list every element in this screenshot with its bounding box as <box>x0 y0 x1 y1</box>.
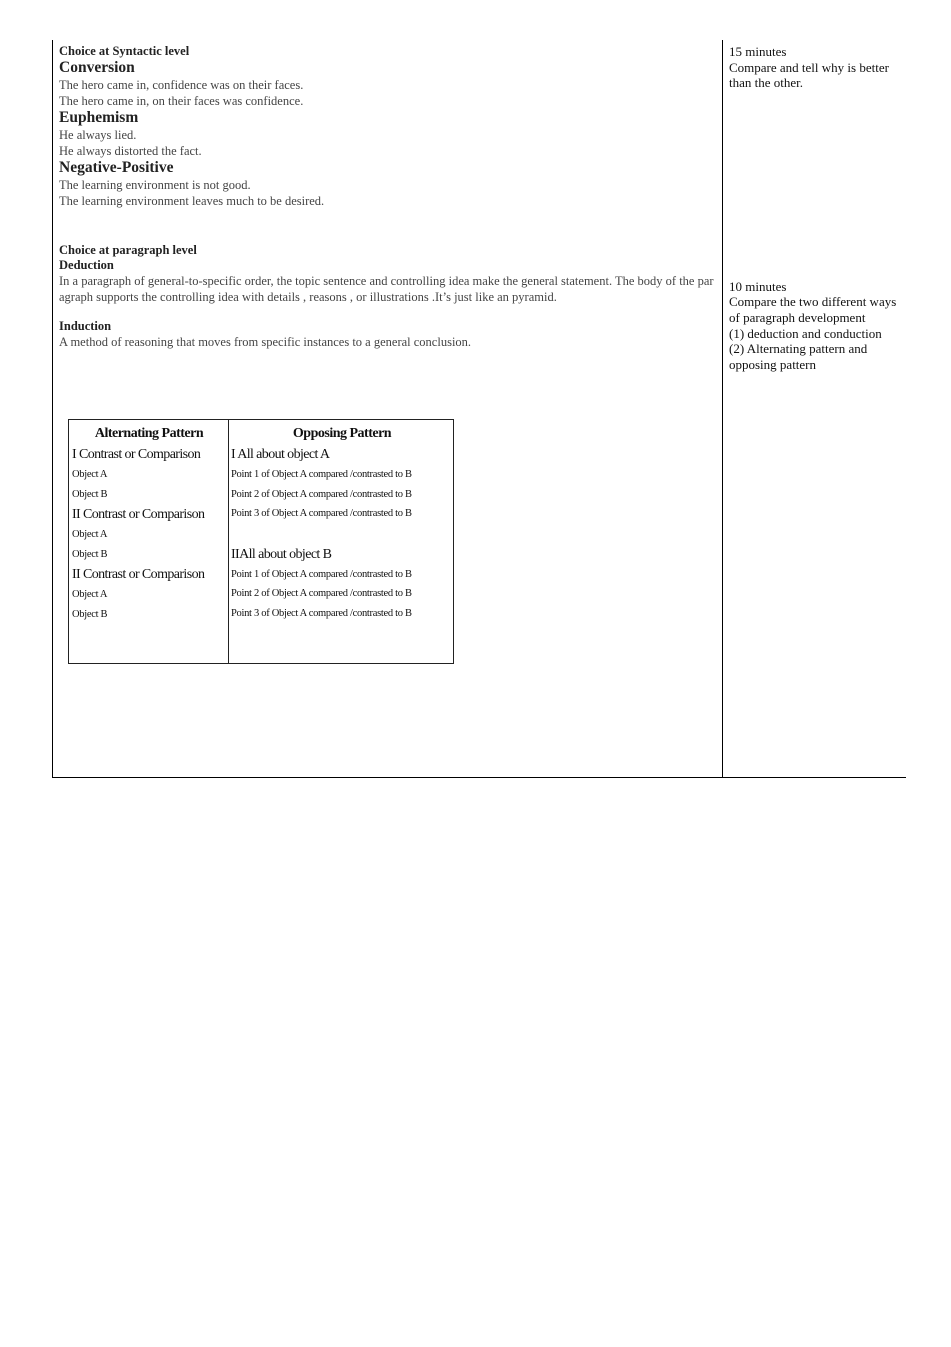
deduction-title: Deduction <box>59 258 114 272</box>
table-border-bottom <box>52 777 906 778</box>
negative-positive-line: The learning environment leaves much to be desired. <box>59 194 325 208</box>
induction-text: A method of reasoning that moves from specific instances to a general conclusion. <box>59 335 472 349</box>
alt-item: Object A <box>72 469 108 480</box>
paragraph-heading: Choice at paragraph level <box>59 243 197 257</box>
alt-group-title: II Contrast or Comparison <box>72 567 205 582</box>
side-note-1: Compare and tell why is better than the other. <box>729 59 889 91</box>
opp-item: Point 2 of Object A compared /contrasted to B <box>231 588 412 599</box>
alt-group-title: I Contrast or Comparison <box>72 447 201 462</box>
alt-group-title: II Contrast or Comparison <box>72 507 205 522</box>
negative-positive-title: Negative-Positive <box>59 159 174 176</box>
alt-item: Object A <box>72 589 108 600</box>
table-border-middle <box>722 40 723 778</box>
opp-item: Point 3 of Object A compared /contrasted to B <box>231 607 412 619</box>
side-note-2-item: (1) deduction and conduction <box>729 325 882 341</box>
conversion-title: Conversion <box>59 59 135 76</box>
opposing-pattern-column <box>231 420 453 623</box>
alt-item: Object A <box>72 529 108 540</box>
induction-title: Induction <box>59 319 112 333</box>
side-column <box>729 44 904 372</box>
side-note-2: Compare the two different ways of paragraph development <box>729 294 897 325</box>
table-border-left <box>52 40 53 778</box>
euphemism-line: He always distorted the fact. <box>59 144 202 158</box>
opp-item: Point 3 of Object A compared /contrasted to B <box>231 508 412 519</box>
alt-item: Object B <box>72 488 108 500</box>
side-time-1: 15 minutes <box>729 44 787 59</box>
side-note-2-item: (2) Alternating pattern and opposing pattern <box>729 341 868 372</box>
alternating-pattern-header: Alternating Pattern <box>94 426 204 441</box>
pattern-table-divider <box>228 420 229 663</box>
negative-positive-line: The learning environment is not good. <box>59 178 251 192</box>
pattern-table <box>68 419 454 664</box>
conversion-line: The hero came in, on their faces was confidence. <box>59 94 304 108</box>
opp-item: Point 1 of Object A compared /contrasted to B <box>231 469 412 480</box>
side-time-2: 10 minutes <box>729 278 787 294</box>
alternating-pattern-column <box>72 420 226 624</box>
syntactic-heading: Choice at Syntactic level <box>59 44 190 58</box>
main-column <box>59 44 715 350</box>
euphemism-title: Euphemism <box>59 109 139 126</box>
alt-item: Object B <box>72 608 108 620</box>
opp-group-title: IIAll about object B <box>231 546 332 562</box>
euphemism-line: He always lied. <box>59 128 137 142</box>
deduction-text: In a paragraph of general-to-specific order, the topic sentence and controlling idea make the general statement. The body of the paragraph supports the controlling idea with details , reasons , or illustrations .It’s just like an pyramid. <box>59 274 714 304</box>
opp-item: Point 2 of Object A compared /contrasted to B <box>231 488 412 500</box>
alt-item: Object B <box>72 548 108 560</box>
opp-group-title: I All about object A <box>231 447 330 462</box>
conversion-line: The hero came in, confidence was on their faces. <box>59 78 304 92</box>
opposing-pattern-header: Opposing Pattern <box>292 426 392 441</box>
opp-item: Point 1 of Object A compared /contrasted to B <box>231 568 412 580</box>
